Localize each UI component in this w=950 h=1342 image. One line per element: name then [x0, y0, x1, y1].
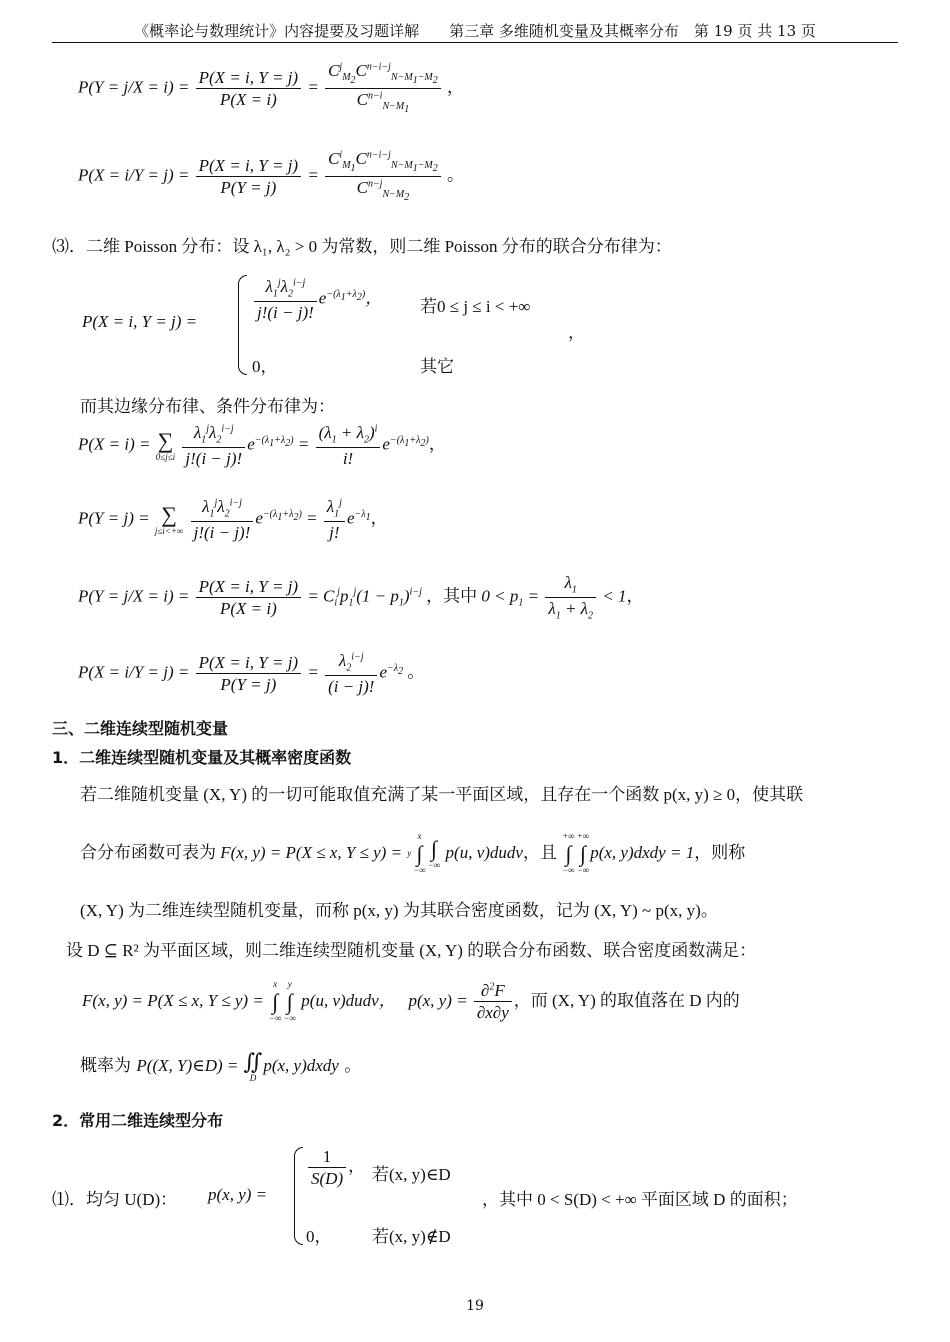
case-condition: 若(x, y)∉D — [372, 1227, 451, 1246]
formula-uniform-case1: $\frac{1}{S(D)}$ ， — [306, 1146, 365, 1190]
formula-uniform-lhs: p(x, y) = — [208, 1185, 268, 1204]
paragraph-joint-cdf: 合分布函数可表为 F(x, y) = P(X ≤ x, Y ≤ y) = yx ∫ −∞ ∫ −∞ p(u, v)dudv，且 +∞ ∫ −∞+∞ ∫ −∞p(x, y)dxdy = 1，则称 — [80, 831, 746, 876]
paragraph-line: (X, Y) 为二维连续型随机变量，而称 p(x, y) 为其联合密度函数，记为 (X, Y) ~ p(x, y)。 — [80, 901, 718, 920]
formula-conditional-x-given-y-poisson: P(X = i/Y = j) = $\frac{P(X = i, Y = j)}{P(Y = j)}$ = $\frac{\lambda_2^{i-j}}{(i - j)!}$ $e^{-\lambda_2}$ 。 — [78, 651, 425, 696]
subsection-title: 2．常用二维连续型分布 — [52, 1111, 224, 1130]
piecewise-brace — [238, 275, 247, 375]
paragraph-line: 若二维随机变量 (X, Y) 的一切可能取值充满了某一平面区域，且存在一个函数 p(x, y) ≥ 0，使其联 — [80, 785, 804, 804]
formula-marginal-y: P(Y = j) = ∑ j≤i<+∞ $\frac{\lambda_1^j\lambda_2^{i-j}}{j!(i - j)!}$ $e^{-(\lambda_1+\lambda_2)}$ = $\frac{\lambda_1^j}{j!}$ $e^{-\lambda_1}$， — [78, 497, 388, 542]
case-zero: 0， — [306, 1227, 332, 1246]
poisson-intro: ⑶．二维 Poisson 分布：设 λ₁, λ₂ > 0 为常数，则二维 Poisson 分布的联合分布律为： — [52, 237, 672, 256]
section-title: 三、二维连续型随机变量 — [52, 719, 229, 738]
formula-marginal-x: P(X = i) = ∑ 0≤j≤i $\frac{\lambda_1^j\lambda_2^{i-j}}{j!(i - j)!}$ $e^{-(\lambda_1+\lambda_2)}$ = $\frac{(\lambda_1 + \lambda_2)^i}{i!}$ $e^{-(\lambda_1+\lambda_2)}$， — [78, 423, 446, 468]
uniform-label: ⑴．均匀 U(D)： — [52, 1190, 178, 1209]
uniform-description: ，其中 0 < S(D) < +∞ 平面区域 D 的面积； — [482, 1190, 798, 1209]
marginal-intro: 而其边缘分布律、条件分布律为： — [80, 397, 335, 416]
case-condition: 若(x, y)∈D — [372, 1165, 451, 1184]
page-header: 《概率论与数理统计》内容提要及习题详解 第三章 多维随机变量及其概率分布 第 19 页 共 13 页 — [52, 20, 898, 43]
case-otherwise: 其它 — [420, 357, 454, 376]
formula-conditional-binomial: P(Y = j/X = i) = $\frac{P(X = i, Y = j)}{P(X = i)}$ = $C_i^jp_1^j(1 - p_1)^{i-j}$ ，其中 $0 < p_1$ = $\frac{\lambda_1}{\lambda_1 + \lambda_2}$ < 1， — [78, 573, 644, 622]
page-number: 19 — [466, 1298, 484, 1314]
piecewise-brace — [294, 1147, 303, 1245]
formula-cdf-density: F(x, y) = P(X ≤ x, Y ≤ y) = x ∫ −∞y ∫ −∞ p(u, v)dudv， p(x, y) = $\frac{\partial^2F}{\partial x\partial y}$ ，而 (X, Y) 的取值落在 D 内的 — [82, 979, 740, 1024]
formula-probability-in-region: 概率为 P((X, Y)∈D) = ∬ Dp(x, y)dxdy 。 — [80, 1049, 362, 1084]
formula-conditional-x-given-y-hypergeom: P(X = i/Y = j) = $\frac{P(X = i, Y = j)}{P(Y = j)}$ = $\frac{C^i_{M_1}C^{n-i-j}_{N-M_1-M_2}}{C^{n-j}_{N-M_2}}$ 。 — [78, 149, 465, 204]
subsection-title: 1．二维连续型随机变量及其概率密度函数 — [52, 748, 352, 767]
case-zero: 0， — [252, 357, 278, 376]
formula-conditional-y-given-x-hypergeom: P(Y = j/X = i) = $\frac{P(X = i, Y = j)}{P(X = i)}$ = $\frac{C^j_{M_2}C^{n-i-j}_{N-M_1-M_2}}{C^{n-i}_{N-M_1}}$ ， — [78, 61, 465, 116]
formula-joint-poisson-case1: $\frac{\lambda_1^j\lambda_2^{i-j}}{j!(i - j)!}$ $e^{-(\lambda_1+\lambda_2)}$， — [252, 276, 382, 323]
paragraph-line: 设 D ⊆ R² 为平面区域，则二维连续型随机变量 (X, Y) 的联合分布函数、联合密度函数满足： — [66, 941, 757, 960]
comma-mark: ， — [568, 323, 585, 342]
case-condition: 若0 ≤ j ≤ i < +∞ — [420, 297, 531, 316]
formula-joint-poisson-lhs: P(X = i, Y = j) = — [82, 312, 198, 331]
